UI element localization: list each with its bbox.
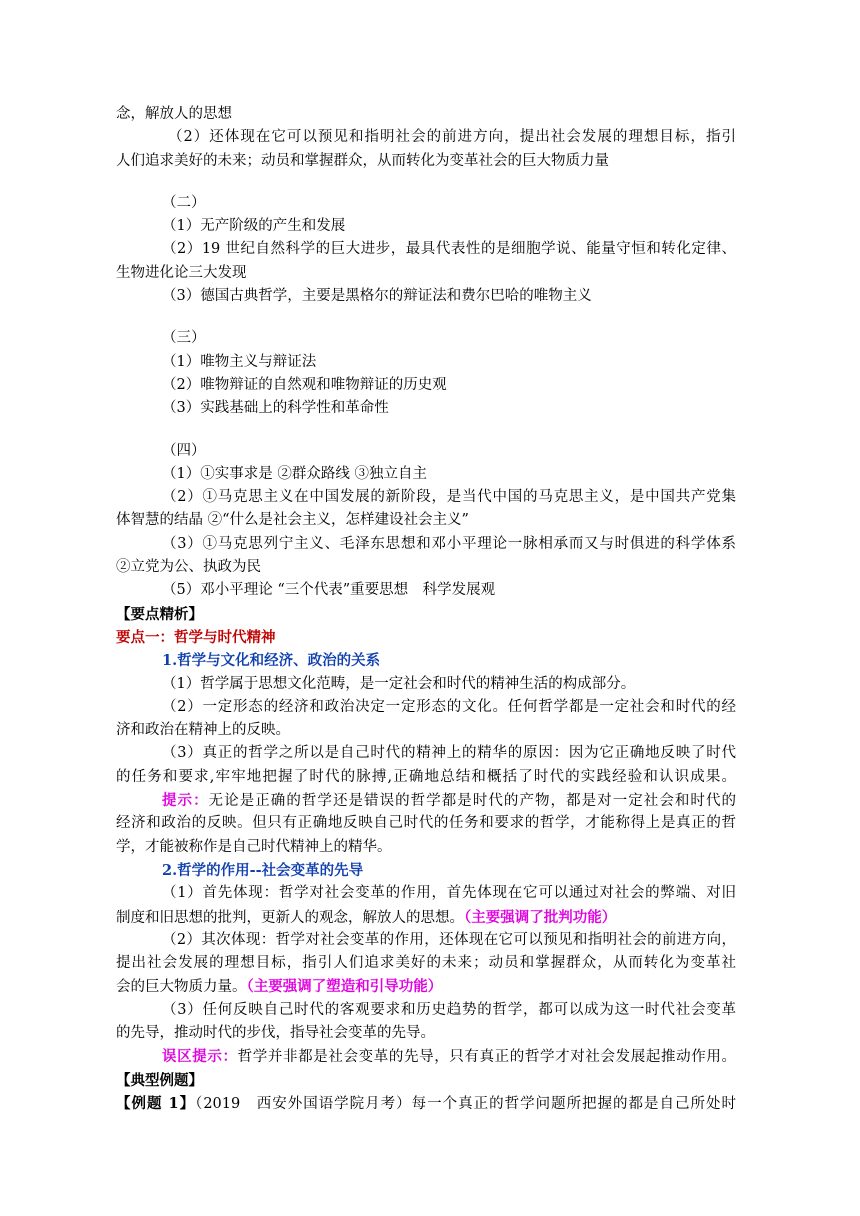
section-title: （三） xyxy=(162,330,206,347)
list-item: 生物进化论三大发现 xyxy=(116,264,247,281)
example-label: 【例题 1】 xyxy=(116,1094,196,1112)
paragraph-line: （3）任何反映自己时代的客观要求和历史趋势的哲学，都可以成为这一时代社会变革 xyxy=(162,1001,736,1018)
list-item: 体智慧的结晶 ②“什么是社会主义，怎样建设社会主义” xyxy=(116,512,469,529)
paragraph-text: 会的巨大物质力量。 xyxy=(116,979,247,996)
tip-label: 提示： xyxy=(162,792,209,810)
paragraph-line: （3）真正的哲学之所以是自己时代的精神上的精华的原因：因为它正确地反映了时代 xyxy=(162,745,736,762)
paragraph-line: 济和政治在精神上的反映。 xyxy=(116,722,290,739)
example-line xyxy=(116,1092,736,1115)
list-item: （3）实践基础上的科学性和革命性 xyxy=(162,400,389,417)
text-column xyxy=(116,103,736,1115)
paragraph-line: 的任务和要求,牢牢地把握了时代的脉搏,正确地总结和概括了时代的实践经验和认识成果。 xyxy=(116,768,736,785)
list-item: （5）邓小平理论 “三个代表”重要思想 科学发展观 xyxy=(162,582,496,599)
point-one-heading: 要点一：哲学与时代精神 xyxy=(116,628,276,646)
misconception-line xyxy=(116,1045,736,1068)
section-title: （四） xyxy=(162,442,206,459)
paragraph-line: （2）还体现在它可以预见和指明社会的前进方向，提出社会发展的理想目标，指引 xyxy=(168,129,736,146)
emphasis-note: （主要强调了批判功能） xyxy=(464,908,617,926)
paragraph-line: 人们追求美好的未来；动员和掌握群众，从而转化为变革社会的巨大物质力量 xyxy=(116,152,609,169)
list-item: （1）唯物主义与辩证法 xyxy=(162,353,317,370)
subheading-philosophy-culture: 1.哲学与文化和经济、政治的关系 xyxy=(162,652,381,670)
list-item: （2）19 世纪自然科学的巨大进步，最具代表性的是细胞学说、能量守恒和转化定律、 xyxy=(162,241,736,258)
tip-line: 学，才能被称作是自己时代精神上的精华。 xyxy=(116,838,392,855)
list-item: （1）无产阶级的产生和发展 xyxy=(162,218,346,235)
paragraph-line: （2）一定形态的经济和政治决定一定形态的文化。任何哲学都是一定社会和时代的经 xyxy=(162,698,736,715)
paragraph-line xyxy=(116,975,736,998)
list-item: （2）①马克思主义在中国发展的新阶段，是当代中国的马克思主义，是中国共产党集 xyxy=(162,489,736,506)
paragraph-line: 念，解放人的思想 xyxy=(116,106,232,122)
tip-line: 经济和政治的反映。但只有正确地反映自己时代的任务和要求的哲学，才能称得上是真正的哲 xyxy=(116,815,736,832)
paragraph-line: （2）其次体现：哲学对社会变革的作用，还体现在它可以预见和指明社会的前进方向， xyxy=(162,931,736,948)
emphasis-note: （主要强调了塑造和引导功能） xyxy=(246,978,443,996)
example-text: （2019 西安外国语学院月考）每一个真正的哲学问题所把握的都是自己所处时 xyxy=(195,1095,736,1112)
examples-header: 【典型例题】 xyxy=(116,1071,203,1089)
tip-text: 无论是正确的哲学还是错误的哲学都是时代的产物，都是对一定社会和时代的 xyxy=(208,793,736,810)
list-item: （1）①实事求是 ②群众路线 ③独立自主 xyxy=(162,465,427,482)
paragraph-line: 的先导，推动时代的步伐，指导社会变革的先导。 xyxy=(116,1024,435,1041)
list-item: （2）唯物辩证的自然观和唯物辩证的历史观 xyxy=(162,376,447,393)
subheading-philosophy-role: 2.哲学的作用--社会变革的先导 xyxy=(162,861,364,879)
misconception-label: 误区提示： xyxy=(162,1048,238,1066)
list-item: （3）①马克思列宁主义、毛泽东思想和邓小平理论一脉相承而又与时俱进的科学体系 xyxy=(162,535,736,552)
list-item: ②立党为公、执政为民 xyxy=(116,559,261,576)
section-title: （二） xyxy=(162,194,206,211)
paragraph-text: 制度和旧思想的批判，更新人的观念，解放人的思想。 xyxy=(116,909,464,926)
paragraph-line: （1）首先体现：哲学对社会变革的作用，首先体现在它可以通过对社会的弊端、对旧 xyxy=(162,885,736,902)
paragraph-line xyxy=(116,906,736,929)
list-item: （3）德国古典哲学，主要是黑格尔的辩证法和费尔巴哈的唯物主义 xyxy=(162,288,592,305)
misconception-text: 哲学并非都是社会变革的先导，只有真正的哲学才对社会发展起推动作用。 xyxy=(237,1049,736,1066)
key-points-header: 【要点精析】 xyxy=(116,605,203,623)
paragraph-line: （1）哲学属于思想文化范畴，是一定社会和时代的精神生活的构成部分。 xyxy=(162,675,636,692)
tip-line xyxy=(116,789,736,812)
paragraph-line: 提出社会发展的理想目标，指引人们追求美好的未来；动员和掌握群众，从而转化为变革社 xyxy=(116,955,736,972)
